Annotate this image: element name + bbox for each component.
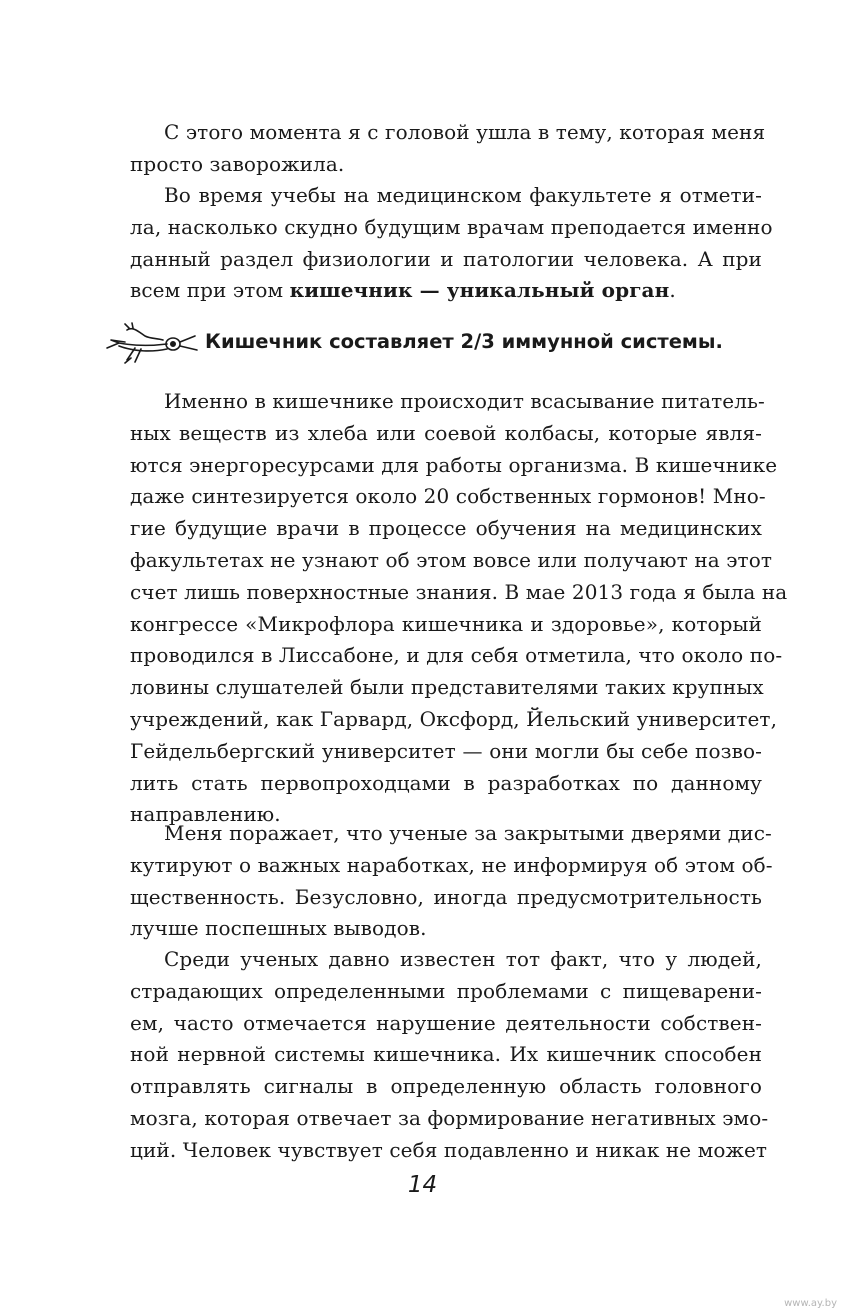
callout-text: Кишечник составляет 2/3 иммунной системы. xyxy=(205,330,723,353)
text-line: счет лишь поверхностные знания. В мае 2013 года я была на xyxy=(130,579,788,604)
page-number: 14 xyxy=(407,1172,438,1198)
text-fragment: . xyxy=(669,278,676,303)
text-line: страдающих определенными проблемами с пищеварени- xyxy=(130,978,762,1003)
text-line: кутируют о важных наработках, не информируя об этом об- xyxy=(130,852,773,877)
text-line: конгрессе «Микрофлора кишечника и здоровье», который xyxy=(130,611,762,636)
text-line: лить стать первопроходцами в разработках по данному xyxy=(130,770,762,795)
text-line: лучше поспешных выводов. xyxy=(130,916,427,941)
text-line: ловины слушателей были представителями таких крупных xyxy=(130,675,764,700)
watermark: www.ay.by xyxy=(784,1298,837,1309)
text-line: Во время учебы на медицинском факультете я отмети- xyxy=(164,183,762,207)
text-line: щественность. Безусловно, иногда предусмотрительность xyxy=(130,884,762,909)
text-line xyxy=(130,275,762,307)
text-line: ций. Человек чувствует себя подавленно и никак не может xyxy=(130,1137,768,1162)
paragraph-5 xyxy=(130,944,769,1167)
text-line: гие будущие врачи в процессе обучения на медицинских xyxy=(130,516,762,541)
callout xyxy=(105,322,765,367)
text-line: проводился в Лиссабоне, и для себя отметила, что около по- xyxy=(130,643,783,668)
text-line: Среди ученых давно известен тот факт, что у людей, xyxy=(164,947,762,971)
paragraph-3 xyxy=(130,386,788,831)
text-line: ются энергоресурсами для работы организма. В кишечнике xyxy=(130,452,778,477)
text-line: учреждений, как Гарвард, Оксфорд, Йельский университет, xyxy=(130,706,778,731)
bold-phrase: кишечник — уникальный орган xyxy=(289,278,670,303)
text-line: С этого момента я с головой ушла в тему, которая меня xyxy=(164,120,766,144)
text-line: мозга, которая отвечает за формирование негативных эмо- xyxy=(130,1105,769,1130)
paragraph-1 xyxy=(130,117,766,181)
text-line: ем, часто отмечается нарушение деятельности собствен- xyxy=(130,1010,762,1035)
text-line: ных веществ из хлеба или соевой колбасы, которые явля- xyxy=(130,420,762,445)
paragraph-2 xyxy=(130,180,773,307)
text-line: направлению. xyxy=(130,802,281,827)
text-line: Меня поражает, что ученые за закрытыми дверями дис- xyxy=(164,821,772,845)
text-line: данный раздел физиологии и патологии человека. А при xyxy=(130,246,762,271)
flying-bird-doodle-icon xyxy=(105,322,203,367)
text-line: отправлять сигналы в определенную область головного xyxy=(130,1074,762,1099)
paragraph-4 xyxy=(130,818,773,945)
text-line: даже синтезируется около 20 собственных гормонов! Мно- xyxy=(130,484,766,509)
text-line: просто заворожила. xyxy=(130,151,345,176)
text-fragment: всем при этом xyxy=(130,278,290,303)
text-line: факультетах не узнают об этом вовсе или получают на этот xyxy=(130,547,772,572)
text-line: Гейдельбергский университет — они могли бы себе позво- xyxy=(130,738,762,763)
text-line: ной нервной системы кишечника. Их кишечник способен xyxy=(130,1042,762,1067)
text-line: ла, насколько скудно будущим врачам преподается именно xyxy=(130,214,773,239)
text-line: Именно в кишечнике происходит всасывание питатель- xyxy=(164,389,765,413)
